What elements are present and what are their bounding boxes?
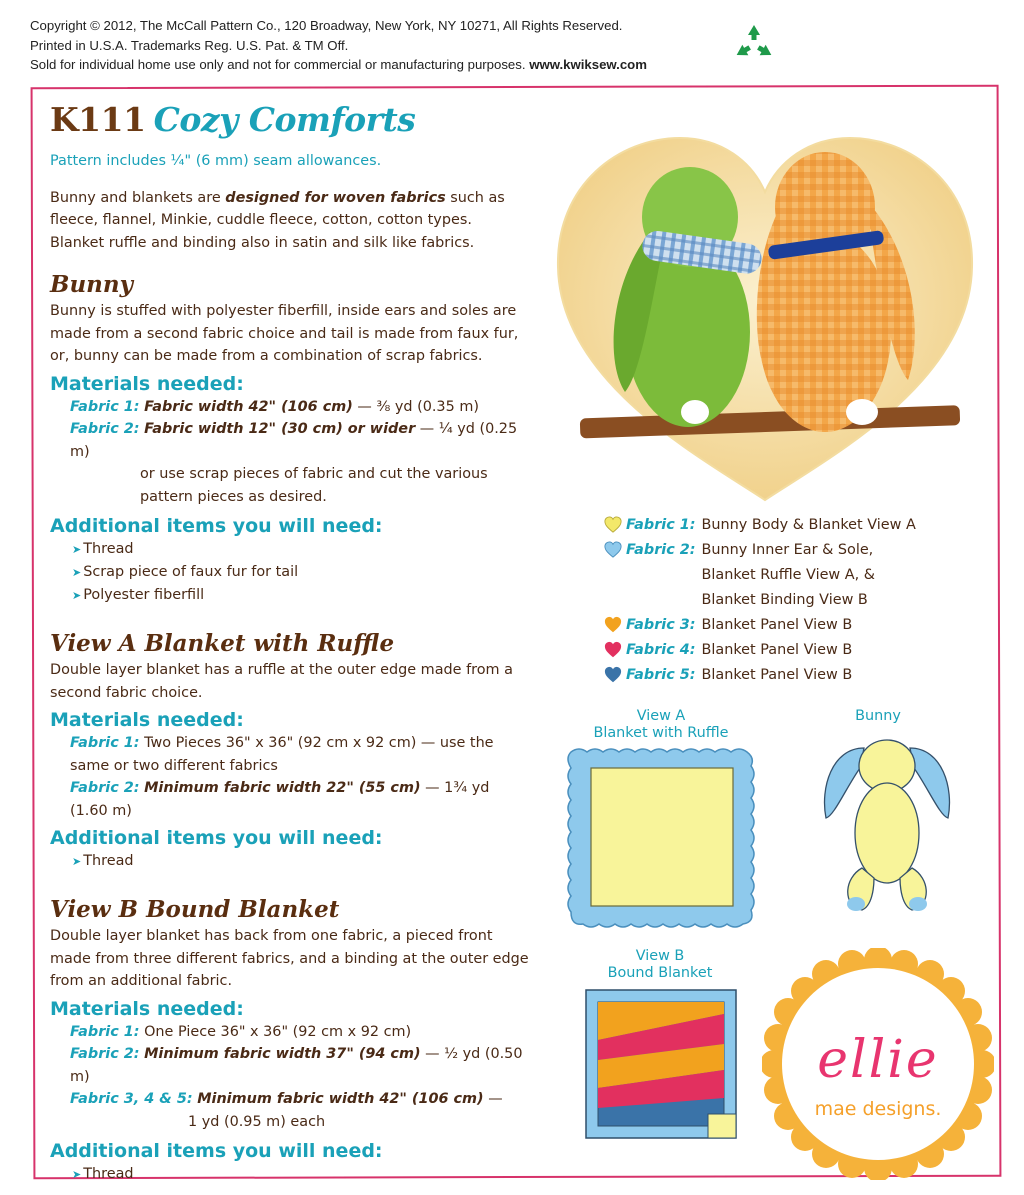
heart-icon bbox=[604, 666, 622, 684]
viewB-fabric-345 bbox=[50, 1088, 530, 1111]
legend-text: Blanket Panel View B bbox=[701, 617, 853, 633]
legend-key: Fabric 3: bbox=[626, 617, 696, 633]
bunny-illustration bbox=[812, 728, 962, 918]
viewA-caption bbox=[566, 708, 756, 742]
bunnies-heart-photo bbox=[540, 112, 990, 507]
intro-b: designed for woven fabrics bbox=[225, 189, 446, 206]
intro-c: such as fleece, flannel, Minkie, cuddle fleece, cotton, cotton types. Blanket ruffle and binding also in satin and silk like fabrics. bbox=[50, 189, 505, 251]
bunny-item-1: Thread bbox=[83, 541, 134, 557]
legend-text: Bunny Body & Blanket View A bbox=[701, 517, 916, 533]
website-link[interactable]: www.kwiksew.com bbox=[529, 57, 647, 72]
bunny-item-3: Polyester fiberfill bbox=[83, 587, 205, 603]
bunny-fabric-1 bbox=[50, 396, 530, 419]
recycle-icon bbox=[733, 22, 775, 64]
intro-a: Bunny and blankets are bbox=[50, 189, 226, 206]
pattern-details bbox=[50, 100, 530, 1186]
legend-text: Bunny Inner Ear & Sole, bbox=[701, 542, 874, 558]
viewA-f1-rest: Two Pieces 36" x 36" (92 cm x 92 cm) — use the same or two different fabrics bbox=[70, 735, 494, 774]
legend-text: Blanket Binding View B bbox=[701, 592, 868, 608]
bunny-desc: Bunny is stuffed with polyester fiberfill, inside ears and soles are made from a second fabric choice and tail is made from faux fur, or, bunny can be made from a combination of scrap fabrics. bbox=[50, 303, 519, 364]
viewB-blanket-illustration bbox=[584, 988, 740, 1140]
list-item: ➤ Thread bbox=[72, 541, 134, 557]
bunny-f1-rest: — ⅜ yd (0.35 m) bbox=[352, 398, 479, 415]
viewA-f2-bold: Minimum fabric width 22" (55 cm) bbox=[144, 780, 421, 796]
heart-icon bbox=[604, 616, 622, 634]
legend-key: Fabric 5: bbox=[626, 667, 696, 683]
list-item: ➤ Polyester fiberfill bbox=[72, 587, 205, 603]
viewB-f1-label: Fabric 1: bbox=[70, 1023, 140, 1040]
bunny-f1-bold: Fabric width 42" (106 cm) bbox=[144, 398, 353, 415]
list-item: ➤ Thread bbox=[72, 1166, 134, 1182]
viewB-desc: Double layer blanket has back from one fabric, a pieced front made from three different fabrics, and a binding at the outer edge from an additional fabric. bbox=[50, 928, 529, 989]
pattern-name: Cozy Comforts bbox=[153, 100, 416, 139]
bunny-heading: Bunny bbox=[50, 271, 133, 298]
legend-item bbox=[604, 663, 916, 688]
pattern-code: K111 bbox=[50, 100, 146, 139]
ellie-mae-logo bbox=[762, 948, 994, 1180]
heart-icon bbox=[604, 641, 622, 659]
viewB-f2-rest: — ½ yd (0.50 m) bbox=[70, 1046, 523, 1085]
viewB-f1-rest: One Piece 36" x 36" (92 cm x 92 cm) bbox=[139, 1023, 412, 1040]
usage-line bbox=[30, 55, 647, 75]
legend-text: Blanket Panel View B bbox=[701, 642, 853, 658]
fabric-legend bbox=[604, 513, 916, 688]
legend-key: Fabric 4: bbox=[626, 642, 696, 658]
viewA-additional-heading: Additional items you will need: bbox=[50, 827, 383, 849]
heart-icon bbox=[604, 516, 622, 534]
viewB-additional-heading: Additional items you will need: bbox=[50, 1140, 383, 1162]
viewB-item-1: Thread bbox=[83, 1166, 134, 1182]
pattern-title bbox=[50, 100, 530, 140]
printed-line: Printed in U.S.A. Trademarks Reg. U.S. Pat. & TM Off. bbox=[30, 37, 349, 53]
viewB-caption-line1: View B bbox=[635, 948, 685, 964]
viewA-caption-line1: View A bbox=[636, 708, 686, 724]
viewB-fabric-1 bbox=[50, 1021, 530, 1044]
viewA-desc: Double layer blanket has a ruffle at the outer edge made from a second fabric choice. bbox=[50, 662, 513, 701]
legend-key: Fabric 2: bbox=[626, 542, 696, 558]
viewB-f2-bold: Minimum fabric width 37" (94 cm) bbox=[144, 1046, 421, 1062]
bunny-item-2: Scrap piece of faux fur for tail bbox=[83, 564, 299, 580]
bunny-f2-bold: Fabric width 12" (30 cm) or wider bbox=[144, 421, 416, 437]
viewA-item-1: Thread bbox=[83, 853, 134, 869]
bunny-additional-heading: Additional items you will need: bbox=[50, 515, 383, 537]
viewB-caption bbox=[590, 948, 730, 982]
viewA-f1-label: Fabric 1: bbox=[70, 735, 140, 751]
viewB-fabric-2 bbox=[50, 1043, 530, 1088]
viewA-caption-line2: Blanket with Ruffle bbox=[593, 725, 729, 741]
bunny-materials-heading: Materials needed: bbox=[50, 372, 244, 395]
viewA-fabric-1 bbox=[50, 732, 530, 777]
logo-sub: mae designs. bbox=[814, 1098, 942, 1120]
list-item: ➤ Thread bbox=[72, 853, 134, 869]
viewB-f2-label: Fabric 2: bbox=[70, 1046, 140, 1062]
heart-icon bbox=[604, 541, 622, 559]
usage-text: Sold for individual home use only and not for commercial or manufacturing purposes. bbox=[30, 57, 526, 72]
legend-item bbox=[604, 538, 916, 613]
legend-item bbox=[604, 513, 916, 538]
legend-item bbox=[604, 638, 916, 663]
viewB-caption-line2: Bound Blanket bbox=[607, 965, 713, 981]
viewA-materials-heading: Materials needed: bbox=[50, 709, 244, 731]
copyright-header bbox=[30, 16, 647, 75]
legend-text: Blanket Panel View B bbox=[701, 667, 853, 683]
legend-text: Blanket Ruffle View A, & bbox=[701, 567, 875, 583]
viewA-f2-rest: — 1¾ yd (1.60 m) bbox=[70, 780, 490, 819]
bunny-f2-label: Fabric 2: bbox=[70, 421, 140, 437]
viewA-fabric-2 bbox=[50, 777, 530, 822]
bunny-fabric-2 bbox=[50, 418, 530, 463]
intro-text bbox=[50, 187, 530, 255]
seam-allowance: Pattern includes ¼" (6 mm) seam allowances. bbox=[50, 153, 382, 169]
viewB-f345-rest: — bbox=[483, 1091, 503, 1107]
viewB-f345-bold: Minimum fabric width 42" (106 cm) bbox=[197, 1091, 484, 1107]
viewB-fabric-345-more: 1 yd (0.95 m) each bbox=[188, 1113, 326, 1130]
legend-key: Fabric 1: bbox=[626, 517, 696, 533]
bunny-fabric-2-more: or use scrap pieces of fabric and cut the various pattern pieces as desired. bbox=[140, 466, 488, 505]
legend-item bbox=[604, 613, 916, 638]
viewB-f345-label: Fabric 3, 4 & 5: bbox=[70, 1091, 193, 1107]
copyright-line: Copyright © 2012, The McCall Pattern Co., 120 Broadway, New York, NY 10271, All Rights Reserved. bbox=[30, 18, 623, 33]
viewA-heading: View A Blanket with Ruffle bbox=[50, 630, 395, 657]
viewB-materials-heading: Materials needed: bbox=[50, 997, 244, 1020]
viewB-heading: View B Bound Blanket bbox=[50, 896, 340, 923]
bunny-caption: Bunny bbox=[855, 708, 901, 724]
logo-word: ellie bbox=[817, 1030, 939, 1090]
bunny-f1-label: Fabric 1: bbox=[70, 398, 140, 415]
bunny-f2-rest: — ¼ yd (0.25 m) bbox=[70, 421, 518, 460]
list-item: ➤ Scrap piece of faux fur for tail bbox=[72, 564, 299, 580]
viewA-f2-label: Fabric 2: bbox=[70, 780, 140, 796]
viewA-blanket-illustration bbox=[565, 744, 759, 930]
